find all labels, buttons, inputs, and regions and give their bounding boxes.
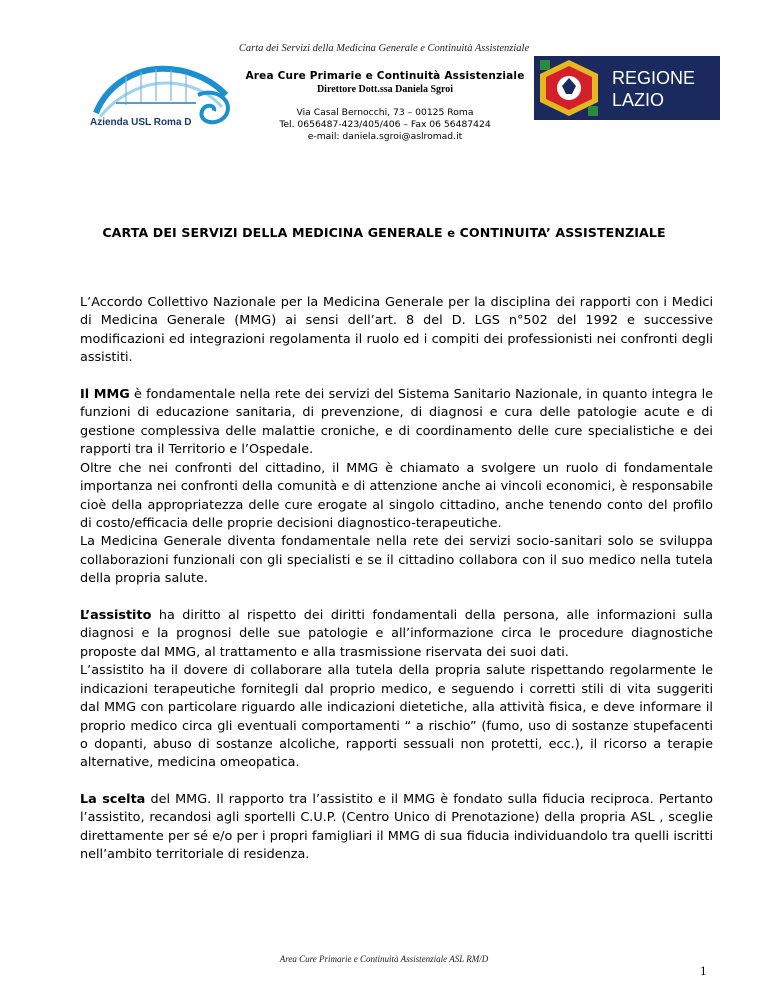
asl-roma-d-logo (86, 57, 238, 129)
body-text (80, 294, 713, 883)
running-header: Carta dei Servizi della Medicina Generale e Continuità Assistenziale (238, 43, 530, 54)
lazio-logo-line1: REGIONE (612, 68, 696, 88)
phone-fax: Tel. 0656487-423/405/406 – Fax 06 56487424 (279, 119, 491, 130)
title-connector: e (447, 226, 456, 240)
paragraph-mmg (80, 386, 713, 589)
footer-text: Area Cure Primarie e Continuità Assistenziale ASL RM/D (279, 954, 489, 964)
title-part2: CONTINUITA’ ASSISTENZIALE (455, 225, 666, 240)
svg-text:Azienda USL Roma D: Azienda USL Roma D (90, 117, 192, 128)
regione-lazio-logo (534, 56, 720, 120)
lazio-logo-line2: LAZIO (612, 90, 665, 110)
page-number: 1 (700, 963, 707, 978)
email: e-mail: daniela.sgroi@aslromad.it (307, 131, 463, 142)
contact-block (240, 107, 530, 143)
document-title (0, 225, 768, 240)
title-part1: CARTA DEI SERVIZI DELLA MEDICINA GENERALE (102, 225, 448, 240)
mmg-conclusion: La Medicina Generale diventa fondamentale nella rete dei servizi socio-sanitari solo se sviluppa collaborazioni funzionali con gli specialisti e se il cittadino collabora con il suo medico nella tutela della propria salute. (80, 534, 713, 587)
address: Via Casal Bernocchi, 73 – 00125 Roma (296, 107, 474, 118)
director-name: Direttore Dott.ssa Daniela Sgroi (316, 84, 454, 95)
assistito-lead: L’assistito ha diritto al rispetto dei diritti fondamentali della persona, alle informazioni sulla diagnosi e la prognosi delle sue patologie e all’informazione circa le procedure diagnostiche proposte dal MMG, al trattamento e alla trasmissione riservata dei suoi dati. (80, 607, 713, 660)
paragraph-assistito (80, 607, 713, 773)
paragraph-scelta: La scelta del MMG. Il rapporto tra l’assistito e il MMG è fondato sulla fiducia reciproca. Pertanto l’assistito, recandosi agli sportelli C.U.P. (Centro Unico di Prenotazione) della propria ASL , sceglie direttamente per sé e/o per i propri famigliari il MMG di sua fiducia individuandolo tra quelli iscritti nell’ambito territoriale di residenza. (80, 791, 714, 863)
assistito-duties: L’assistito ha il dovere di collaborare alla tutela della propria salute rispettando regolarmente le indicazioni terapeutiche fornitegli dal proprio medico, e seguendo i corretti stili di vita suggeriti dal MMG con particolare riguardo alle indicazioni dietetiche, alla attività fisica, e deve informare il proprio medico circa gli eventuali comportamenti “ a rischio” (fumo, uso di sostanze stupefacenti o dopanti, abuso di sostanze alcoliche, rapporti sessuali non protetti, ecc.), il ricorso a terapie alternative, medicina omeopatica. (80, 663, 713, 771)
mmg-continued: Oltre che nei confronti del cittadino, il MMG è chiamato a svolgere un ruolo di fondamentale importanza nei confronti della comunità e di attenzione anche ai vincoli economici, è responsabile cioè della appropriatezza delle cure erogate al singolo cittadino, anche tenendo conto del profilo di costo/efficacia delle proprie decisioni diagnostico-terapeutiche. (80, 460, 713, 531)
mmg-lead: Il MMG è fondamentale nella rete dei servizi del Sistema Sanitario Nazionale, in quanto integra le funzioni di educazione sanitaria, di prevenzione, di diagnosi e cura delle patologie acute e di gestione complessiva delle malattie croniche, e di coordinamento delle cure specialistiche e dei rapporti tra il Territorio e l’Ospedale. (80, 386, 714, 458)
department-name: Area Cure Primarie e Continuità Assistenziale (245, 70, 525, 82)
letterhead (240, 70, 530, 143)
paragraph-intro: L’Accordo Collettivo Nazionale per la Medicina Generale per la disciplina dei rapporti con i Medici di Medicina Generale (MMG) ai sensi dell’art. 8 del D. LGS n°502 del 1992 e successive modificazioni ed integrazioni regolamenta il ruolo ed i compiti dei professionisti nei confronti degli assistiti. (80, 295, 713, 366)
